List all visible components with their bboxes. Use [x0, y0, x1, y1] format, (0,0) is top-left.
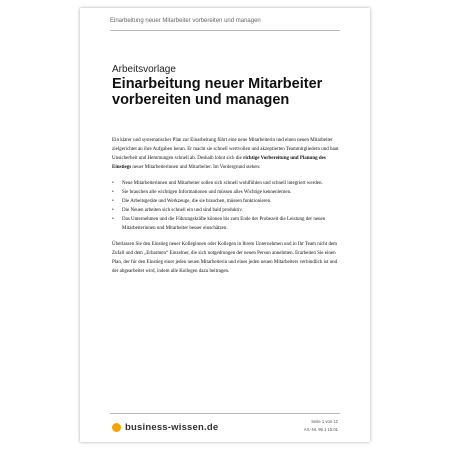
document-page	[80, 8, 370, 442]
bullet-item: • Das Unternehmen und die Führungskräfte können bis zum Ende der Probezeit die Leistung der neuen Mitarbeiterinnen und Mitarbeiter besser einschätzen.	[112, 215, 342, 233]
header-divider	[110, 30, 340, 31]
page-number: Seite 1 von 12	[311, 419, 338, 424]
intro-text-1: Ein klarer und systematischer Plan zur Einarbeitung führt eine neue Mitarbeiterin und einen neuen Mitarbeiter zielgerichtet an ihre Aufgaben heran. Er macht sie schnell wertvollen und akzeptierten Teammitgliedern und baut Unsicherheit und Hemmungen schnell ab. Deshalb lohnt sich die	[112, 138, 339, 161]
intro-bold-text: richtige Vorbereitung und Planung des Einstiegs	[112, 156, 326, 170]
logo-text: business-wissen.de	[125, 421, 219, 433]
brand-logo	[112, 420, 218, 434]
running-header: Einarbeitung neuer Mitarbeiter vorbereiten und managen	[110, 18, 261, 24]
bullet-item: • Die Arbeitsgeräte und Werkzeuge, die sie brauchen, müssen funktionieren.	[112, 197, 342, 206]
intro-paragraph	[112, 136, 342, 172]
intro-text-2: neuer Mitarbeiterinnen und Mitarbeiter. Im Vordergrund stehen:	[132, 165, 261, 170]
bullet-item: • Die Neuen arbeiten sich schnell ein und sind bald produktiv.	[112, 206, 342, 215]
document-kicker: Arbeitsvorlage	[112, 64, 176, 75]
document-title: Einarbeitung neuer Mitarbeiter vorbereiten und managen	[112, 76, 323, 108]
bullet-item: • Sie brauchen alle wichtigen Informationen und müssen alles Wichtige kennenlernen.	[112, 188, 342, 197]
bullet-list	[112, 179, 342, 233]
closing-paragraph: Überlassen Sie den Einstieg neuer Kolleginnen oder Kollegen in Ihrem Unternehmen und in Ihr Team nicht dem Zufall und dem „Erbarmen“ Einzelner, die sich notgedrungen der neuen Person annehmen. Erarbeiten Sie einen Plan, der für den Einstieg einer jeden neuen Mitarbeiterin und eines jeden neuen Mitarbeiters verbindlich ist und der abgearbeitet wird, indem alle Kollegen dazu beitragen.	[112, 242, 338, 274]
bullet-item: • Neue Mitarbeiterinnen und Mitarbeiter sollen sich schnell wohlfühlen und schnell integriert werden.	[112, 179, 342, 188]
logo-dot-icon	[112, 423, 121, 432]
article-number: Art.-Nr. 99.1 15.01	[303, 427, 338, 432]
footer-divider	[110, 413, 340, 414]
document-body	[112, 136, 342, 276]
